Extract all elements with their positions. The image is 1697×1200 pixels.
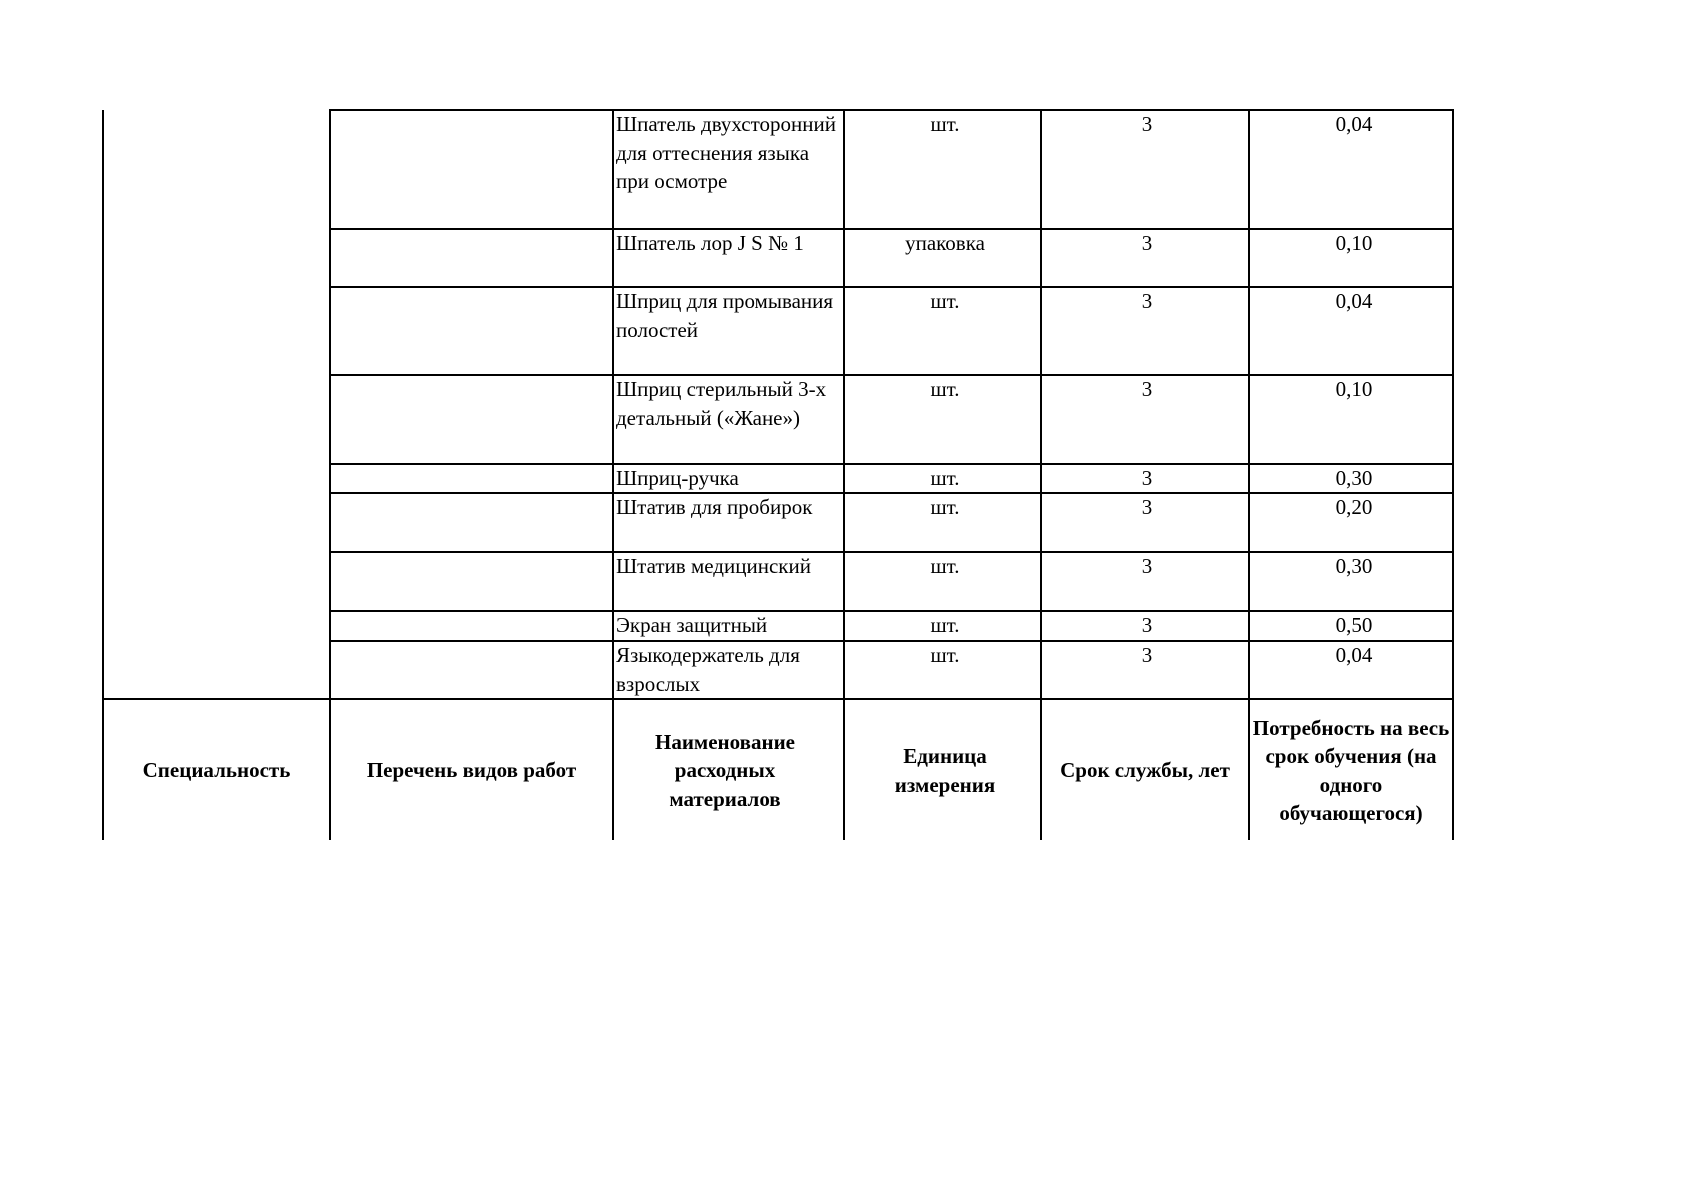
material-name: Шприц для промывания полостей [616,289,834,342]
material-unit: шт. [930,289,960,313]
material-unit: шт. [930,613,960,637]
requirement-value: 0,04 [1335,112,1373,136]
material-name: Штатив медицинский [616,554,811,578]
header-life [1042,702,1248,839]
service-life: 3 [1141,495,1153,519]
header-works-label: Перечень видов работ [366,758,577,783]
material-name: Штатив для пробирок [616,495,813,519]
requirement-value: 0,04 [1335,643,1373,667]
header-need [1250,702,1452,839]
header-life-label: Срок службы, лет [1060,758,1230,783]
service-life: 3 [1141,466,1153,490]
material-name: Экран защитный [616,613,768,637]
material-unit: шт. [930,466,960,490]
requirement-value: 0,04 [1335,289,1373,313]
header-unit [870,702,1020,839]
material-unit: шт. [930,554,960,578]
requirement-value: 0,10 [1335,377,1373,401]
material-name: Шприц-ручка [616,466,739,490]
material-name: Шпатель двухсторонний для оттеснения языка при осмотре [616,112,836,193]
service-life: 3 [1141,554,1153,578]
requirement-value: 0,50 [1335,613,1373,637]
header-materials-label: Наименование расходных материалов [655,729,795,811]
service-life: 3 [1141,643,1153,667]
requirement-value: 0,30 [1335,554,1373,578]
service-life: 3 [1141,231,1153,255]
service-life: 3 [1141,112,1153,136]
material-unit: шт. [930,643,960,667]
requirement-value: 0,30 [1335,466,1373,490]
material-name: Шприц стерильный 3-х детальный («Жане») [616,377,827,430]
table-border-col3 [612,110,614,840]
header-specialty [104,702,329,839]
header-materials [640,702,810,839]
material-name: Языкодержатель для взрослых [616,643,800,696]
table-rule [102,698,1454,700]
header-unit-label: Единица измерения [894,744,996,797]
service-life: 3 [1141,289,1153,313]
material-unit: шт. [930,377,960,401]
material-unit: шт. [930,495,960,519]
header-specialty-label: Специальность [142,758,291,783]
material-name: Шпатель лор J S № 1 [616,231,804,255]
material-unit: упаковка [905,231,985,255]
header-works [331,702,612,839]
service-life: 3 [1141,377,1153,401]
material-unit: шт. [930,112,960,136]
service-life: 3 [1141,613,1153,637]
table-border-col4 [843,110,845,840]
requirement-value: 0,10 [1335,231,1373,255]
header-need-label: Потребность на весь срок обучения (на одного обучающегося) [1252,715,1450,825]
requirement-value: 0,20 [1335,495,1373,519]
